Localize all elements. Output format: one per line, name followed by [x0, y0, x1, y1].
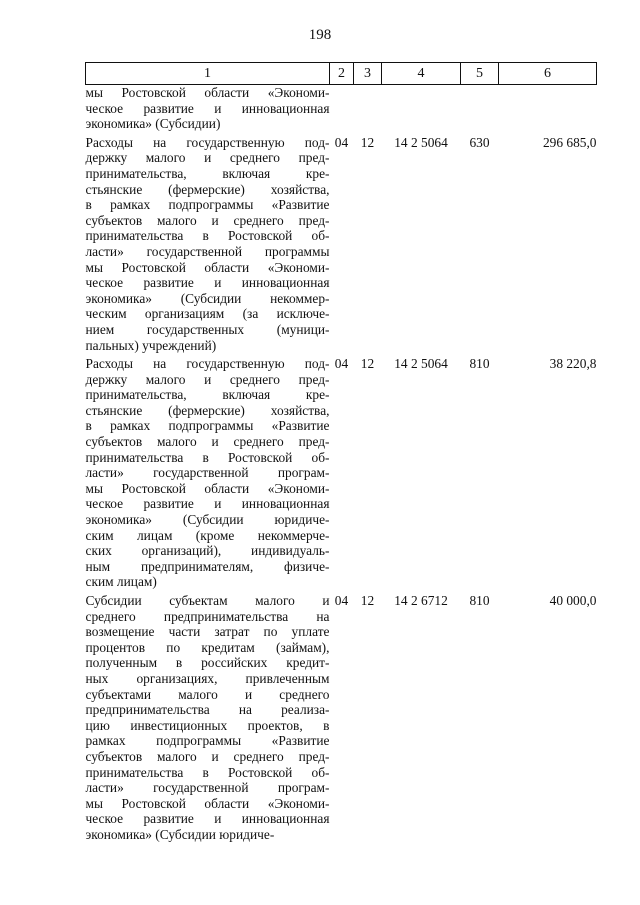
amount: 40 000,0 — [549, 593, 597, 608]
description-line: цию инвестиционных проектов, в — [85, 717, 330, 733]
expense-type-code — [461, 85, 499, 135]
header-col-6: 6 — [499, 63, 597, 85]
description-line: принимательства, включая кре- — [85, 387, 330, 403]
target-article-code: 14 2 5064 — [394, 356, 448, 372]
description-line: ским лицам) — [85, 574, 157, 590]
row-description — [86, 593, 330, 846]
description-line: Расходы на государственную под- — [85, 356, 330, 372]
target-article-code — [382, 85, 461, 135]
subsection-code — [354, 85, 382, 135]
subsection-code: 12 — [360, 134, 375, 150]
page-number: 198 — [308, 27, 332, 43]
description-line: нием государственных (муници- — [85, 321, 330, 337]
description-line: возмещение части затрат по уплате — [85, 624, 330, 640]
description-line: экономика» (Субсидии некоммер- — [85, 290, 330, 306]
description-line: Субсидии субъектам малого и — [85, 593, 330, 608]
description-line: экономика» (Субсидии юридиче- — [85, 512, 330, 528]
description-line: ческое развитие и инновационная — [85, 496, 330, 512]
description-line: принимательства, включая кре- — [85, 165, 330, 181]
description-line: мы Ростовской области «Экономи- — [85, 795, 330, 811]
row-description — [86, 135, 330, 356]
section-code: 04 — [334, 593, 349, 608]
description-line: мы Ростовской области «Экономи- — [85, 480, 330, 496]
header-col-3: 3 — [354, 63, 382, 85]
description-line: ческое развитие и инновационная — [85, 100, 330, 116]
header-col-5: 5 — [461, 63, 499, 85]
description-line: ласти» государственной програм- — [85, 780, 330, 796]
row-description — [86, 356, 330, 593]
description-line: ских организаций), индивидуаль- — [85, 543, 330, 559]
description-line: экономика» (Субсидии юридиче- — [85, 826, 275, 842]
description-line: рамках подпрограммы «Развитие — [85, 733, 330, 749]
description-line: пальных) учреждений) — [85, 337, 217, 353]
description-line: принимательства в Ростовской об- — [85, 228, 330, 244]
target-article-code: 14 2 6712 — [394, 593, 448, 608]
table-row — [86, 85, 597, 135]
description-line: экономика» (Субсидии) — [85, 116, 221, 132]
description-line: предпринимательства на реализа- — [85, 702, 330, 718]
description-line: субъектами малого и среднего — [85, 686, 330, 702]
description-line: стьянские (фермерские) хозяйства, — [85, 402, 330, 418]
description-line: полученным в российских кредит- — [85, 655, 330, 671]
table-body — [86, 85, 597, 846]
description-line: мы Ростовской области «Экономи- — [85, 85, 330, 100]
description-line: мы Ростовской области «Экономи- — [85, 259, 330, 275]
target-article-code: 14 2 5064 — [394, 134, 448, 150]
description-line: ласти» государственной программы — [85, 243, 330, 259]
description-line: среднего предпринимательства на — [85, 608, 330, 624]
description-line: принимательства в Ростовской об- — [85, 764, 330, 780]
section-code — [330, 85, 354, 135]
description-line: субъектов малого и среднего пред- — [85, 748, 330, 764]
header-col-4: 4 — [382, 63, 461, 85]
section-code: 04 — [334, 356, 349, 372]
description-line: процентов по кредитам (займам), — [85, 639, 330, 655]
table-row — [86, 593, 597, 846]
amount: 296 685,0 — [542, 134, 597, 150]
description-line: в рамках подпрограммы «Развитие — [85, 197, 330, 213]
description-line: стьянские (фермерские) хозяйства, — [85, 181, 330, 197]
description-line: Расходы на государственную под- — [85, 134, 330, 150]
row-description — [86, 85, 330, 135]
table-row — [86, 356, 597, 593]
amount — [499, 85, 597, 135]
subsection-code: 12 — [360, 593, 375, 608]
expense-type-code: 810 — [469, 593, 490, 608]
expense-type-code: 630 — [469, 134, 490, 150]
section-code: 04 — [334, 134, 349, 150]
description-line: ных организациях, привлеченным — [85, 670, 330, 686]
budget-table — [85, 62, 597, 846]
subsection-code: 12 — [360, 356, 375, 372]
description-line: ским лицам (кроме некоммерче- — [85, 527, 330, 543]
description-line: ным предпринимателям, физиче- — [85, 558, 330, 574]
table-row — [86, 135, 597, 356]
expense-type-code: 810 — [469, 356, 490, 372]
description-line: субъектов малого и среднего пред- — [85, 212, 330, 228]
header-col-1: 1 — [86, 63, 330, 85]
description-line: ческое развитие и инновационная — [85, 811, 330, 827]
table-header-row — [86, 63, 597, 85]
header-col-2: 2 — [330, 63, 354, 85]
description-line: ласти» государственной програм- — [85, 465, 330, 481]
amount: 38 220,8 — [549, 356, 597, 372]
description-line: принимательства в Ростовской об- — [85, 449, 330, 465]
description-line: ческим организациям (за исключе- — [85, 306, 330, 322]
description-line: держку малого и среднего пред- — [85, 371, 330, 387]
description-line: ческое развитие и инновационная — [85, 275, 330, 291]
description-line: субъектов малого и среднего пред- — [85, 434, 330, 450]
description-line: в рамках подпрограммы «Развитие — [85, 418, 330, 434]
description-line: держку малого и среднего пред- — [85, 150, 330, 166]
